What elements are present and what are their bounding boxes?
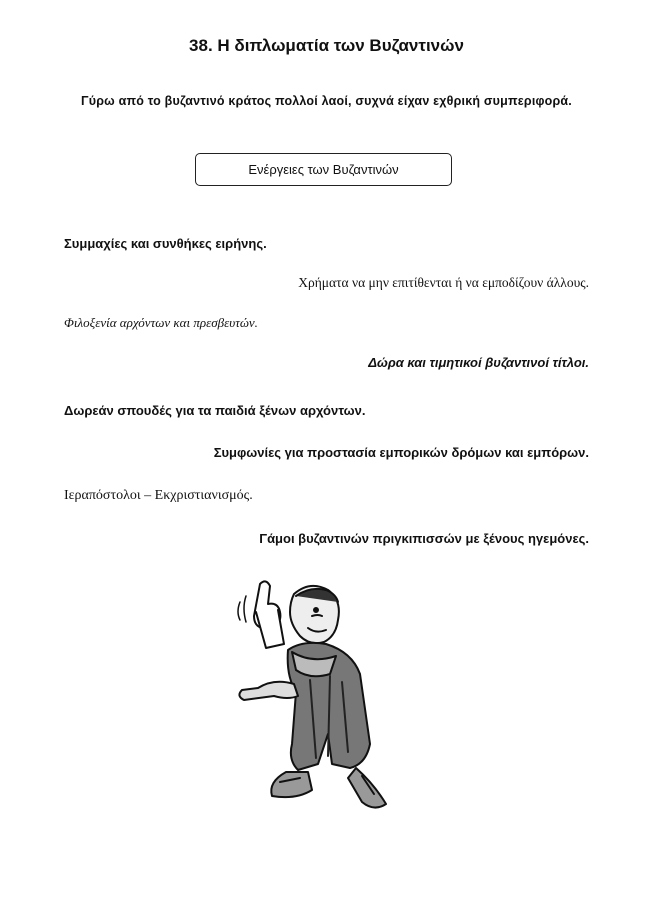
- actions-heading-box: [195, 153, 452, 186]
- action-item-trade-agreements: Συμφωνίες για προστασία εμπορικών δρόμων και εμπόρων.: [213, 445, 589, 460]
- action-item-alliances: Συμμαχίες και συνθήκες ειρήνης.: [64, 236, 267, 251]
- action-item-missionaries: Ιεραπόστολοι – Εκχριστιανισμός.: [64, 488, 253, 503]
- action-item-money: Χρήματα να μην επιτίθενται ή να εμποδίζουν άλλους.: [298, 275, 589, 290]
- byzantine-figure-icon: [232, 572, 412, 822]
- byzantine-figure-illustration: [232, 572, 412, 822]
- action-item-gifts-titles: Δώρα και τιμητικοί βυζαντινοί τίτλοι.: [368, 355, 589, 370]
- action-item-marriages: Γάμοι βυζαντινών πριγκιπισσών με ξένους ηγεμόνες.: [259, 531, 589, 546]
- actions-heading-label: Ενέργειες των Βυζαντινών: [248, 162, 399, 177]
- action-item-free-studies: Δωρεάν σπουδές για τα παιδιά ξένων αρχόντων.: [64, 403, 366, 418]
- intro-text: Γύρω από το βυζαντινό κράτος πολλοί λαοί, συχνά είχαν εχθρική συμπεριφορά.: [81, 94, 572, 108]
- page-title: 38. Η διπλωματία των Βυζαντινών: [189, 36, 464, 55]
- action-item-hospitality: Φιλοξενία αρχόντων και πρεσβευτών.: [64, 315, 258, 330]
